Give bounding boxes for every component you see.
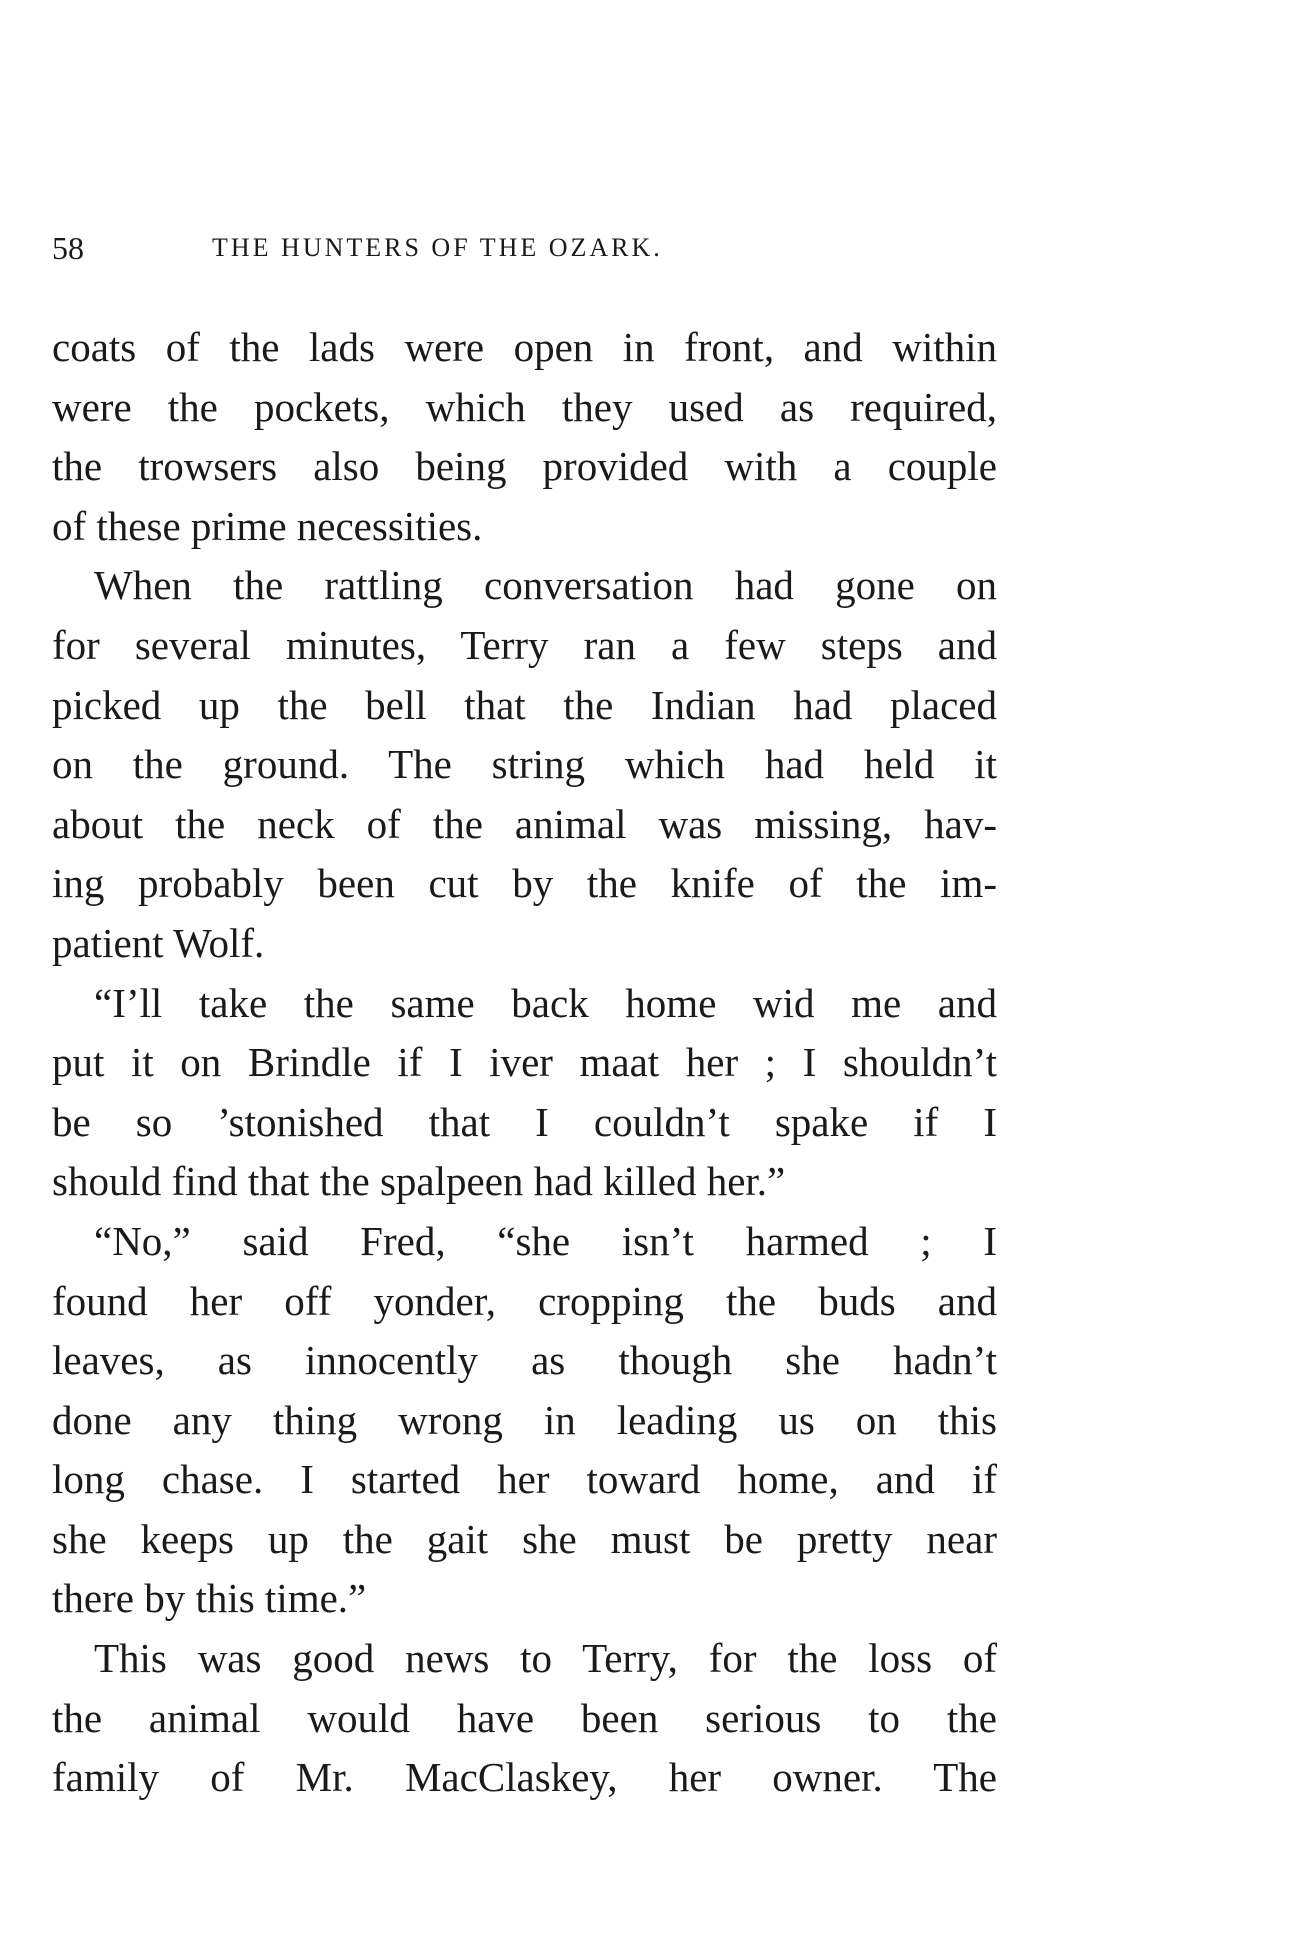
text-line: leaves, as innocently as though she hadn’t — [52, 1337, 997, 1384]
text-line: put it on Brindle if I iver maat her ; I shouldn’t — [52, 1039, 997, 1086]
text-line: picked up the bell that the Indian had placed — [52, 681, 997, 728]
running-title: THE HUNTERS OF THE OZARK. — [212, 233, 663, 262]
text-line: This was good news to Terry, for the loss of — [94, 1635, 997, 1682]
running-head — [52, 228, 952, 268]
text-line: patient Wolf. — [52, 919, 265, 966]
text-line: should find that the spalpeen had killed her.” — [52, 1158, 786, 1205]
page-number: 58 — [52, 230, 84, 266]
text-line: of these prime necessities. — [52, 502, 483, 549]
text-line: long chase. I started her toward home, and if — [52, 1456, 997, 1503]
text-line: When the rattling conversation had gone on — [94, 562, 997, 609]
text-line: she keeps up the gait she must be pretty near — [52, 1515, 997, 1562]
text-line: “I’ll take the same back home wid me and — [94, 979, 997, 1026]
text-line: be so ’stonished that I couldn’t spake if I — [52, 1098, 997, 1145]
text-line: the animal would have been serious to the — [52, 1694, 997, 1741]
text-line: were the pockets, which they used as required, — [52, 383, 997, 430]
text-line: done any thing wrong in leading us on this — [52, 1396, 997, 1443]
text-line: there by this time.” — [52, 1575, 367, 1622]
text-line: for several minutes, Terry ran a few steps and — [52, 621, 997, 668]
text-line: on the ground. The string which had held it — [52, 741, 997, 788]
text-line: coats of the lads were open in front, and within — [52, 324, 997, 370]
text-line: family of Mr. MacClaskey, her owner. The — [52, 1754, 997, 1801]
text-line: about the neck of the animal was missing, hav- — [52, 800, 997, 847]
text-line: ing probably been cut by the knife of the im- — [52, 860, 997, 907]
text-line: “No,” said Fred, “she isn’t harmed ; I — [94, 1217, 997, 1264]
text-line: the trowsers also being provided with a couple — [52, 443, 997, 490]
body-text — [52, 318, 997, 1808]
text-line: found her off yonder, cropping the buds and — [52, 1277, 997, 1324]
